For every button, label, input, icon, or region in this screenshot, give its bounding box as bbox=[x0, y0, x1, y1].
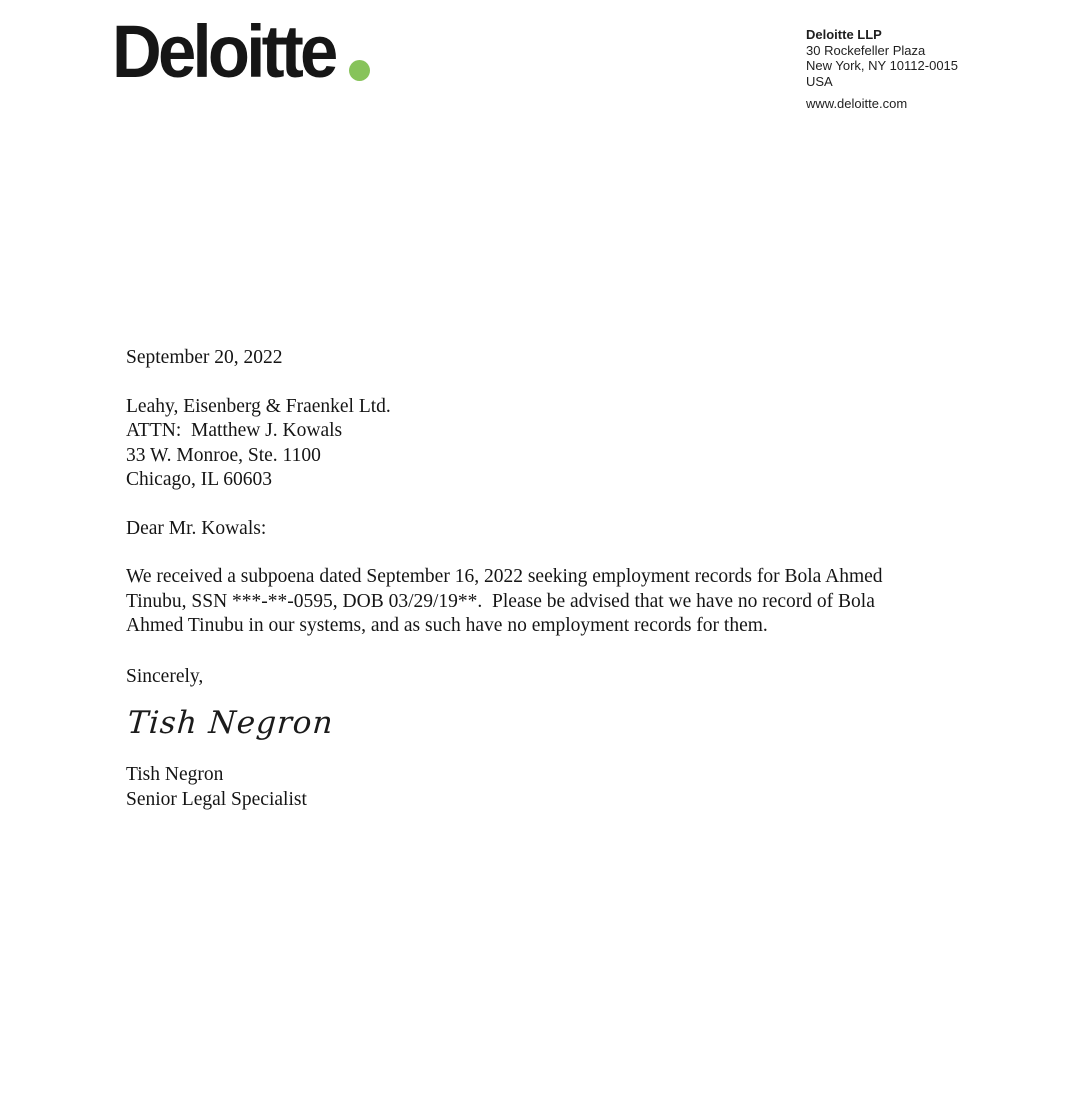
signer-block bbox=[126, 763, 1026, 812]
signer-name: Tish Negron bbox=[126, 764, 224, 785]
recipient-line: 33 W. Monroe, Ste. 1100 bbox=[126, 444, 321, 466]
recipient-line: ATTN: Matthew J. Kowals bbox=[126, 420, 343, 441]
recipient-line: Chicago, IL 60603 bbox=[126, 469, 273, 490]
salutation: Dear Mr. Kowals: bbox=[126, 517, 267, 539]
closing: Sincerely, bbox=[126, 665, 204, 687]
letter-paragraph bbox=[126, 565, 1026, 639]
deloitte-logo-green-dot bbox=[349, 60, 370, 81]
handwritten-signature: Tish Negron bbox=[126, 705, 335, 741]
deloitte-logo bbox=[112, 10, 370, 93]
letterhead-address-line: New York, NY 10112-0015 bbox=[806, 58, 959, 73]
signer-title: Senior Legal Specialist bbox=[126, 788, 307, 810]
recipient-line: Leahy, Eisenberg & Fraenkel Ltd. bbox=[126, 395, 391, 417]
letter-body bbox=[126, 346, 1026, 812]
letterhead-address-line: USA bbox=[806, 73, 833, 89]
letterhead-address-line: 30 Rockefeller Plaza bbox=[806, 42, 926, 58]
recipient-address-block bbox=[126, 395, 1026, 493]
letterhead-company-name: Deloitte LLP bbox=[806, 27, 882, 42]
paragraph-line: Ahmed Tinubu in our systems, and as such have no employment records for them. bbox=[126, 615, 768, 636]
deloitte-logo-text: Deloitte bbox=[112, 10, 335, 93]
letterhead-website: www.deloitte.com bbox=[806, 96, 908, 111]
paragraph-line: Tinubu, SSN ***-**-0595, DOB 03/29/19**. Please be advised that we have no record of Bola bbox=[126, 590, 875, 612]
paragraph-line: We received a subpoena dated September 16, 2022 seeking employment records for Bola Ahmed bbox=[126, 566, 883, 587]
letter-date: September 20, 2022 bbox=[126, 347, 283, 368]
letterhead-address-block bbox=[806, 27, 958, 112]
